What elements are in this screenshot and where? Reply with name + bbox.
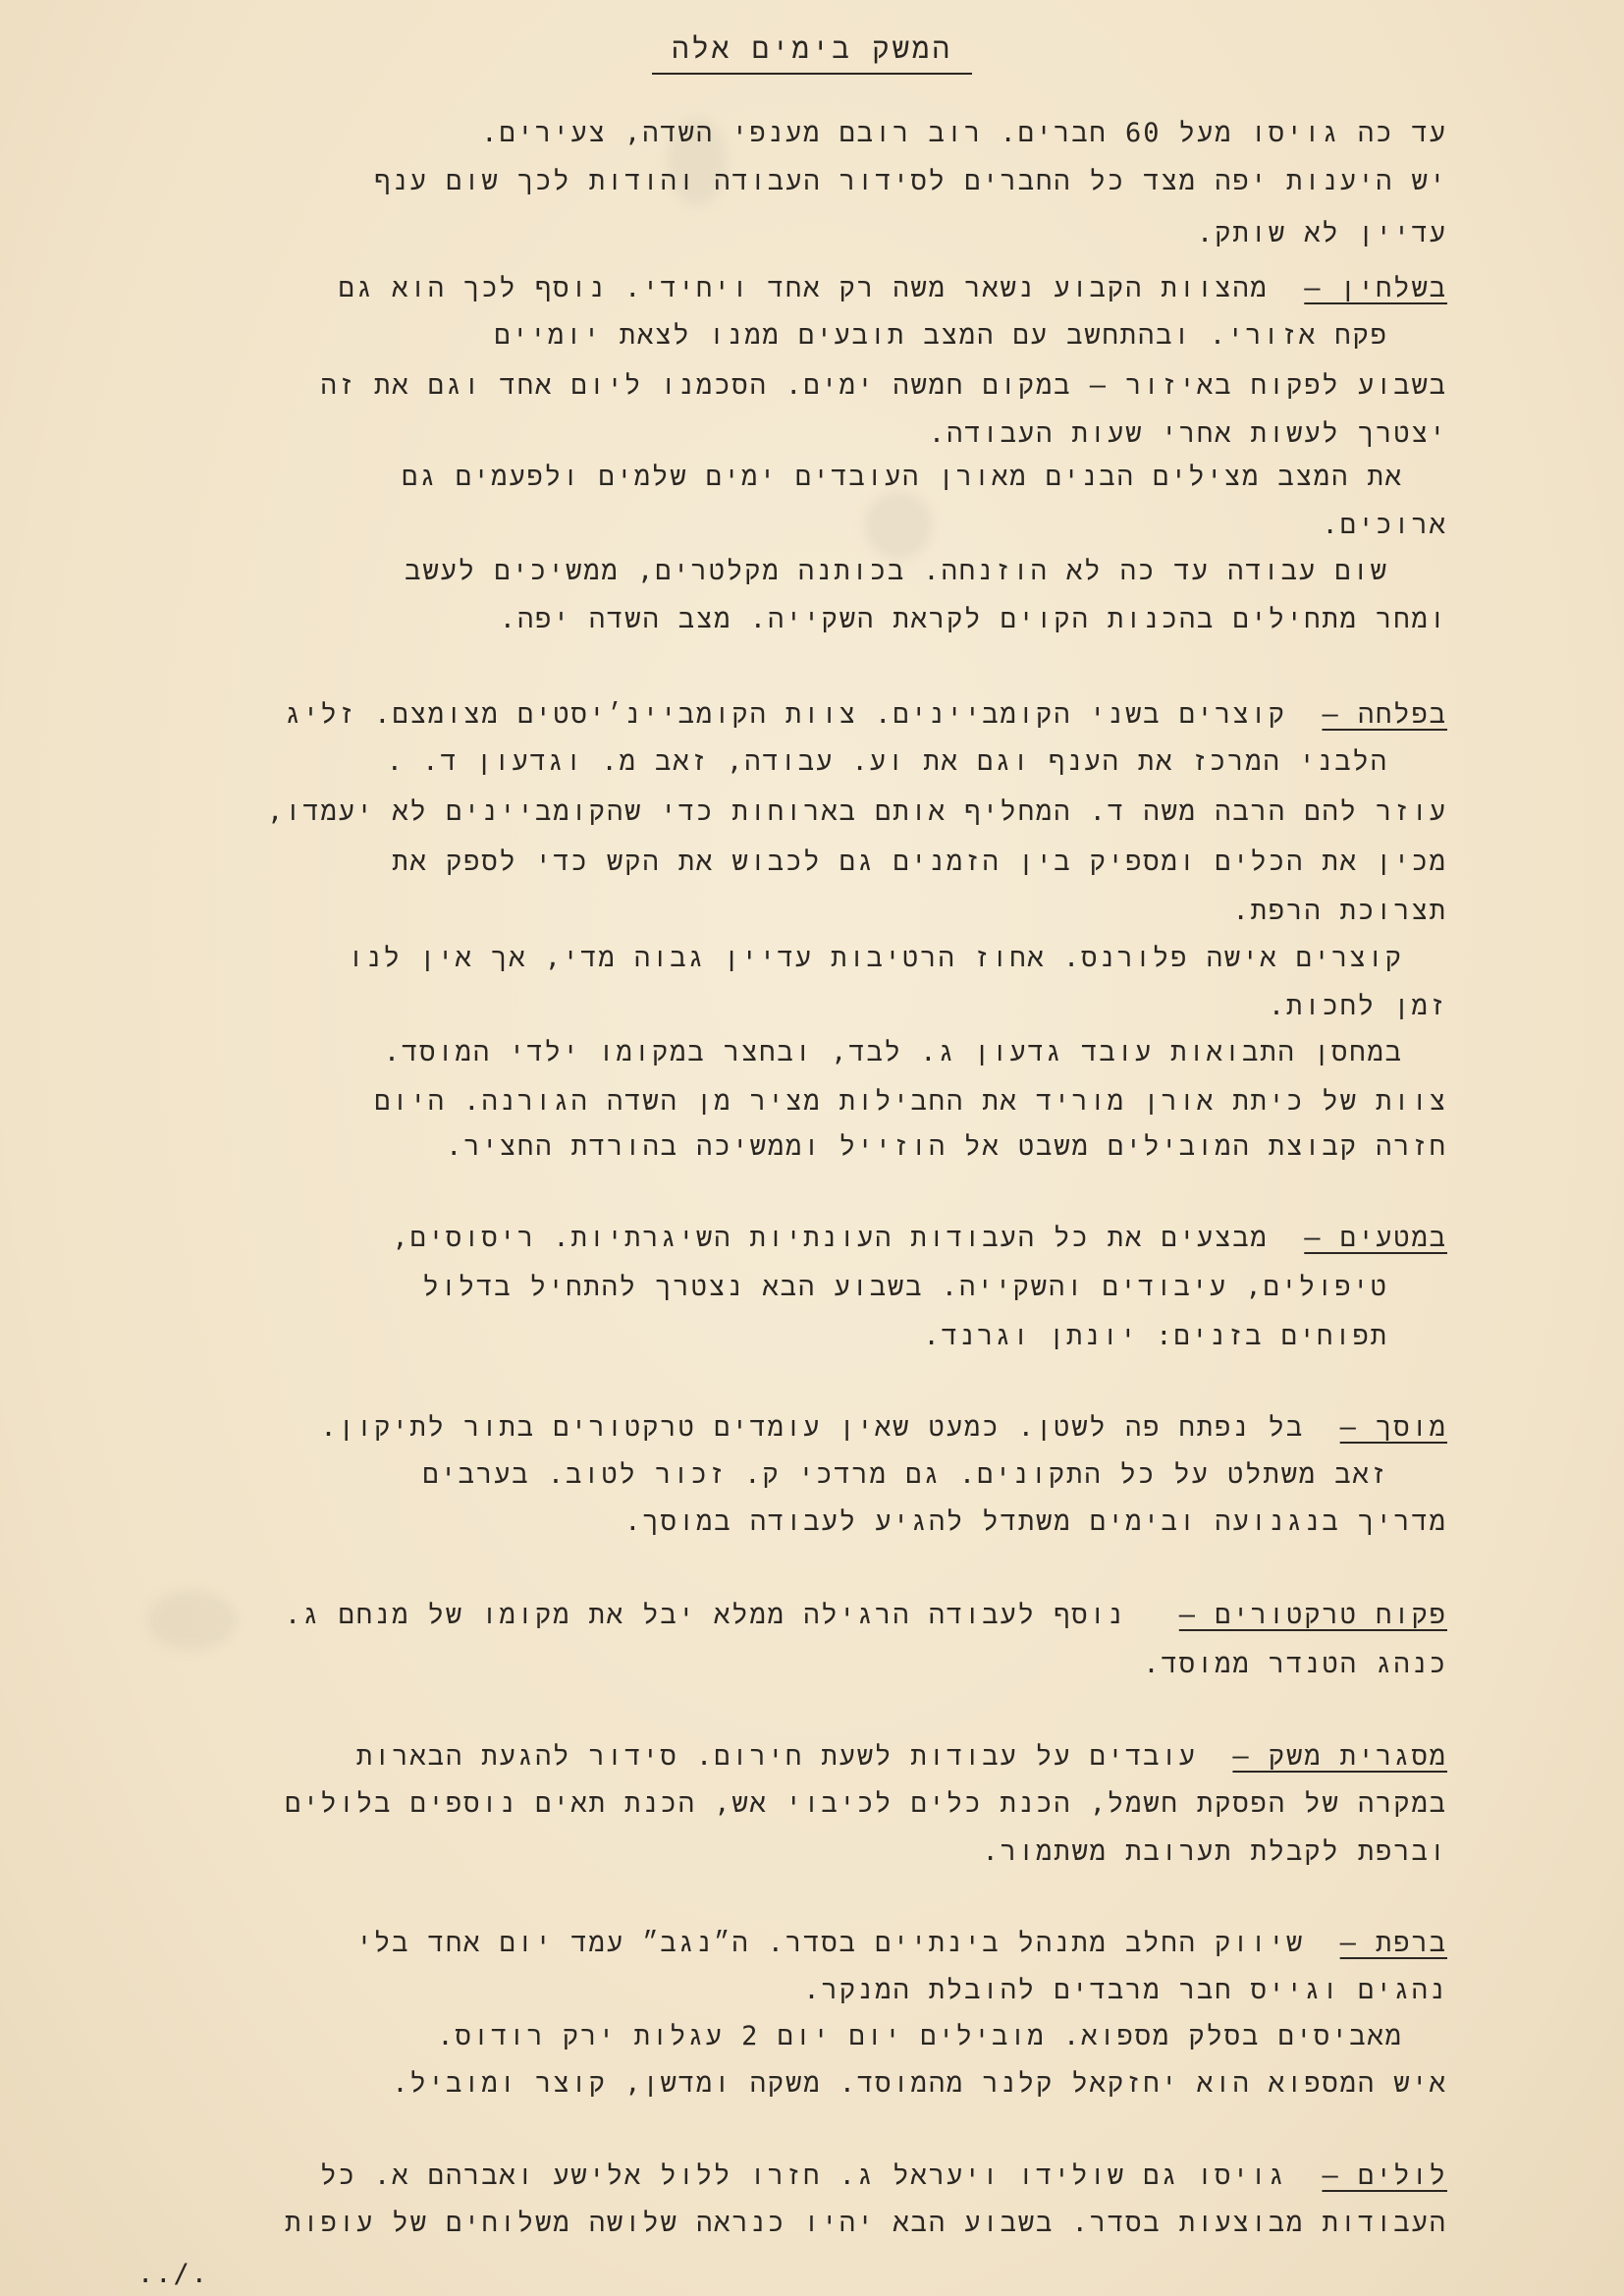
- section-row: [122, 1930, 1447, 1956]
- section-label: מוסך –: [1339, 1412, 1447, 1443]
- page-title: המשק בימים אלה: [0, 31, 1624, 75]
- section-label: בשלחין –: [1304, 273, 1447, 303]
- text-line: הלבני המרכז את הענף וגם את וע. עבודה, זאב מ. וגדעון ד. .: [386, 746, 1388, 777]
- section-row: [73, 701, 1447, 728]
- text-line: ארוכים.: [1322, 510, 1447, 540]
- section-row: [73, 2162, 1447, 2189]
- text-line: זאב משתלט על כל התקונים. גם מרדכי ק. זכור לטוב. בערבים: [422, 1459, 1388, 1490]
- text-line: קוצרים אישה פלורנס. אחוז הרטיבות עדיין גבוה מדי, אך אין לנו: [348, 943, 1403, 973]
- section-label: בפלחה –: [1322, 699, 1447, 730]
- text-line: זמן לחכות.: [1268, 991, 1447, 1021]
- text-line: שום עבודה עד כה לא הוזנחה. בכותנה מקלטרים, ממשיכים לעשב: [405, 556, 1388, 586]
- text-line: עדיין לא שותק.: [1197, 218, 1447, 248]
- text-line: מהצוות הקבוע נשאר משה רק אחד ויחידי. נוסף לכך הוא גם: [338, 273, 1269, 303]
- text-line: יש היענות יפה מצד כל החברים לסידור העבודה והודות לכך שום ענף: [374, 166, 1447, 196]
- text-line: חזרה קבוצת המובילים משבט אל הוזייל וממשיכה בהורדת החציר.: [446, 1131, 1447, 1162]
- text-line: בל נפתח פה לשטן. כמעט שאין עומדים טרקטורים בתור לתיקון.: [320, 1412, 1305, 1443]
- text-line: את המצב מצילים הבנים מאורן העובדים ימים שלמים ולפעמים גם: [402, 462, 1403, 492]
- section-label: במטעים –: [1304, 1223, 1447, 1253]
- continuation-mark: ../.: [137, 2259, 210, 2289]
- text-line: ומחר מתחילים בהכנות הקוים לקראת השקייה. מצב השדה יפה.: [499, 604, 1447, 634]
- section-row: [171, 1225, 1447, 1251]
- text-line: וברפת לקבלת תערובת משתמור.: [982, 1836, 1447, 1867]
- text-line: יצטרך לעשות אחרי שעות העבודה.: [928, 418, 1447, 449]
- section-row: [53, 1602, 1447, 1628]
- text-line: עובדים על עבודות לשעת חירום. סידור להגעת הבארות: [355, 1741, 1197, 1772]
- text-line: במחסן התבואות עובד גדעון ג. לבד, ובחצר במקומו ילדי המוסד.: [383, 1037, 1403, 1067]
- text-line: עד כה גויסו מעל 60 חברים. רוב רובם מענפי השדה, צעירים.: [481, 118, 1447, 148]
- section-row: [122, 1743, 1447, 1770]
- text-line: במקרה של הפסקת חשמל, הכנת כלים לכיבוי אש, הכנת תאים נוספים בלולים: [285, 1788, 1447, 1819]
- text-line: מאביסים בסלק מספוא. מובילים יום יום 2 עגלות ירק רודוס.: [437, 2021, 1403, 2051]
- text-line: העבודות מבוצעות בסדר. בשבוע הבא יהיו כנראה שלושה משלוחים של עופות: [285, 2208, 1447, 2238]
- section-row: [171, 1414, 1447, 1441]
- text-line: תפוחים בזנים: יונתן וגרנד.: [923, 1321, 1388, 1351]
- section-label: מסגרית משק –: [1232, 1741, 1447, 1772]
- text-line: קוצרים בשני הקומביינים. צוות הקומביינ׳יסטים מצומצם. זליג: [285, 699, 1286, 730]
- text-line: טיפולים, עיבודים והשקייה. בשבוע הבא נצטרך להתחיל בדלול: [422, 1272, 1388, 1302]
- section-label: פקוח טרקטורים –: [1178, 1600, 1447, 1630]
- text-line: מדריך בנגנועה ובימים משתדל להגיע לעבודה במוסך.: [624, 1506, 1447, 1537]
- text-line: כנהג הטנדר ממוסד.: [1143, 1649, 1447, 1679]
- section-row: [171, 275, 1447, 301]
- text-line: מבצעים את כל העבודות העונתיות השיגרתיות. ריסוסים,: [392, 1223, 1269, 1253]
- text-line: גויסו גם שולידו ויעראל ג. חזרו ללול אלישע ואברהם א. כל: [320, 2160, 1286, 2191]
- section-label: לולים –: [1322, 2160, 1447, 2191]
- text-line: עוזר להם הרבה משה ד. המחליף אותם בארוחות כדי שהקומביינים לא יעמדו,: [266, 796, 1447, 827]
- text-line: צוות של כיתת אורן מוריד את החבילות מציר מן השדה הגורנה. היום: [374, 1086, 1447, 1117]
- text-line: נוסף לעבודה הרגילה ממלא יבל את מקומו של מנחם ג.: [284, 1600, 1126, 1630]
- text-line: בשבוע לפקוח באיזור – במקום חמשה ימים. הסכמנו ליום אחד וגם את זה: [320, 370, 1447, 401]
- text-line: שיווק החלב מתנהל בינתיים בסדר. ה״נגב״ עמד יום אחד בלי: [355, 1928, 1305, 1958]
- text-line: מכין את הכלים ומספיק בין הזמנים גם לכבוש את הקש כדי לספק את: [392, 847, 1447, 877]
- text-line: תצרוכת הרפת.: [1232, 896, 1447, 926]
- text-line: איש המספוא הוא יחזקאל קלנר מהמוסד. משקה ומדשן, קוצר ומוביל.: [392, 2068, 1447, 2099]
- section-label: ברפת –: [1339, 1928, 1447, 1958]
- text-line: נהגים וגייס חבר מרבדים להובלת המנקר.: [803, 1975, 1447, 2005]
- text-line: פקח אזורי. ובהתחשב עם המצב תובעים ממנו לצאת יומיים: [494, 320, 1388, 351]
